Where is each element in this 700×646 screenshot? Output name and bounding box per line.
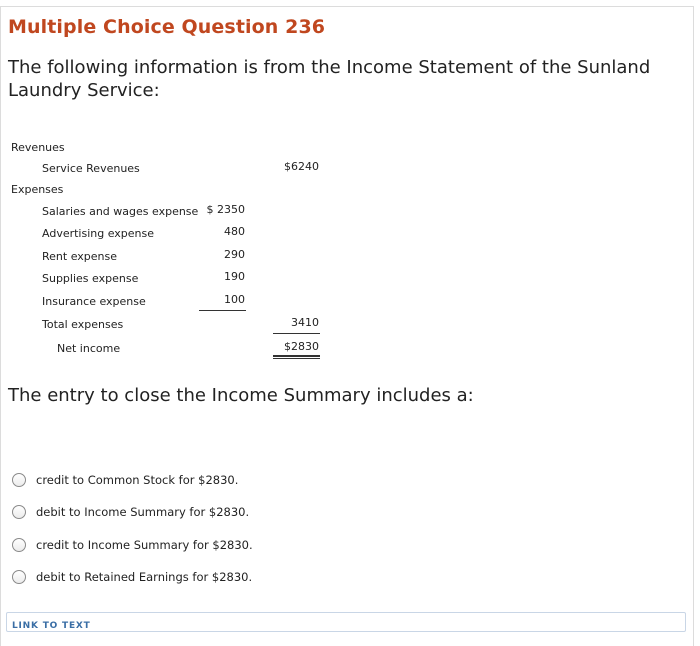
answer-option-text: debit to Retained Earnings for $2830. (36, 570, 253, 584)
expenses-heading: Expenses (11, 183, 64, 196)
total-expenses-label: Total expenses (42, 318, 124, 331)
link-to-text[interactable]: LINK TO TEXT (12, 621, 91, 631)
total-underline (273, 333, 320, 334)
radio-button[interactable] (12, 538, 26, 552)
expense-label: Advertising expense (42, 227, 155, 240)
question-text: The following information is from the Income Statement of the Sunland Laundry Service: (8, 57, 651, 101)
answer-option-text: credit to Income Summary for $2830. (36, 538, 253, 552)
expense-value: $ 2350 (206, 203, 245, 216)
service-revenues-label: Service Revenues (42, 162, 140, 175)
answer-option-text: debit to Income Summary for $2830. (36, 505, 250, 519)
radio-button[interactable] (12, 473, 26, 487)
expense-value: 480 (224, 225, 245, 238)
question-title: Multiple Choice Question 236 (8, 16, 326, 38)
net-income-value: $2830 (284, 340, 319, 353)
answer-option[interactable] (12, 501, 249, 523)
answer-option[interactable] (12, 534, 253, 556)
expense-label: Salaries and wages expense (42, 205, 199, 218)
expense-value: 190 (224, 270, 245, 283)
revenues-heading: Revenues (11, 141, 65, 154)
expense-label: Supplies expense (42, 272, 139, 285)
net-income-underline-2 (273, 358, 320, 359)
radio-button[interactable] (12, 505, 26, 519)
answer-option[interactable] (12, 469, 238, 491)
service-revenues-value: $6240 (284, 160, 319, 173)
answer-option[interactable] (12, 566, 252, 588)
net-income-label: Net income (57, 342, 121, 355)
answer-option-text: credit to Common Stock for $2830. (36, 473, 239, 487)
expense-value: 100 (224, 293, 245, 306)
expense-label: Rent expense (42, 250, 118, 263)
total-expenses-value: 3410 (291, 316, 319, 329)
radio-button[interactable] (12, 570, 26, 584)
link-to-text-bar[interactable] (6, 612, 686, 632)
expense-label: Insurance expense (42, 295, 146, 308)
net-income-underline-1 (273, 355, 320, 357)
question-prompt: The entry to close the Income Summary includes a: (8, 385, 474, 406)
expenses-underline (199, 310, 246, 311)
expense-value: 290 (224, 248, 245, 261)
